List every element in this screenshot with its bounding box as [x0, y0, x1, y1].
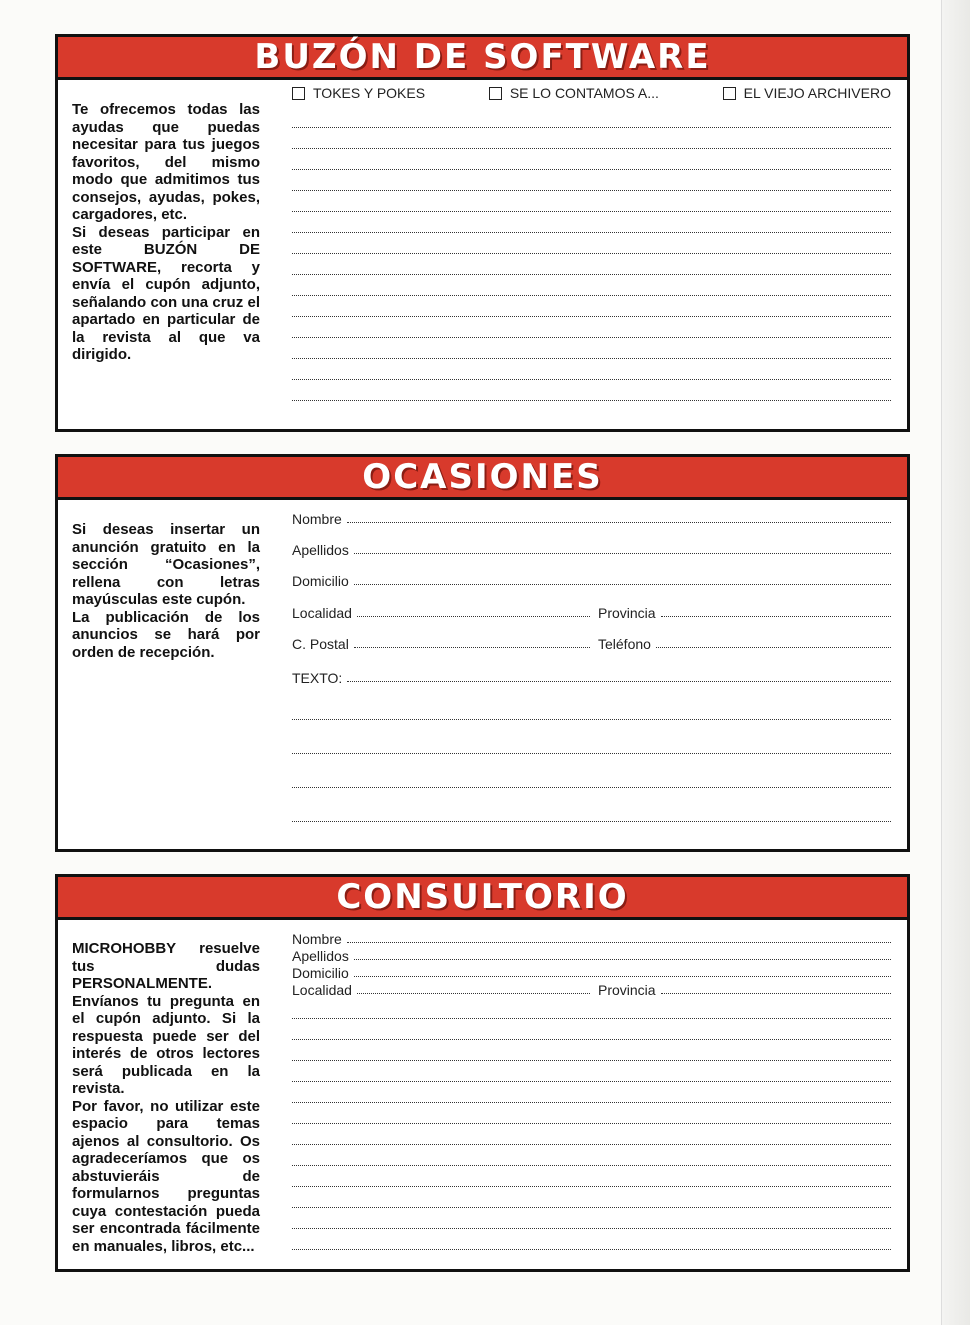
checkbox-icon[interactable] [292, 87, 305, 100]
domicilio-input[interactable] [354, 584, 891, 585]
write-line[interactable] [292, 148, 891, 149]
nombre-field[interactable] [292, 507, 891, 527]
texto-input[interactable] [347, 681, 891, 682]
write-line[interactable] [292, 358, 891, 359]
provincia-field[interactable] [598, 601, 891, 621]
postal-label: C. Postal [292, 636, 349, 652]
apellidos-input[interactable] [354, 553, 891, 554]
write-line[interactable] [292, 211, 891, 212]
nombre-label: Nombre [292, 511, 342, 527]
option-label: EL VIEJO ARCHIVERO [743, 85, 891, 101]
write-line[interactable] [292, 1102, 891, 1103]
write-line[interactable] [292, 1165, 891, 1166]
apellidos-label: Apellidos [292, 948, 349, 964]
write-line[interactable] [292, 1228, 891, 1229]
write-line[interactable] [292, 719, 891, 720]
checkbox-icon[interactable] [489, 87, 502, 100]
apellidos-label: Apellidos [292, 542, 349, 558]
write-line[interactable] [292, 253, 891, 254]
write-line[interactable] [292, 1039, 891, 1040]
write-line[interactable] [292, 1207, 891, 1208]
consultorio-description [72, 940, 260, 1255]
consultorio-localidad-field[interactable] [292, 980, 590, 998]
domicilio-input[interactable] [354, 976, 891, 977]
consultorio-panel [55, 874, 910, 1272]
consultorio-form [292, 929, 891, 1259]
buzon-text-1: Te ofrecemos todas las ayudas que puedas necesitar para tus juegos favoritos, del mismo modo que admitimos tus consejos, ayudas, pokes, cargadores, etc. [72, 101, 260, 223]
apellidos-field[interactable] [292, 538, 891, 558]
write-line[interactable] [292, 787, 891, 788]
consultorio-text-1: MICROHOBBY resuelve tus dudas PERSONALMENTE. Envíanos tu pregunta en el cupón adjunto. Si la respuesta puede ser del interés de otros lectores será publicada en la revista. [72, 940, 260, 1097]
write-line[interactable] [292, 1249, 891, 1250]
ocasiones-text-1: Si deseas insertar un anunción gratuito en la sección “Ocasiones”, rellena con letras mayúsculas este cupón. [72, 521, 260, 608]
option-se-lo-contamos[interactable] [489, 85, 659, 101]
domicilio-field[interactable] [292, 569, 891, 589]
buzon-options [292, 85, 891, 101]
write-line[interactable] [292, 400, 891, 401]
texto-label: TEXTO: [292, 670, 343, 686]
provincia-label: Provincia [598, 605, 656, 621]
apellidos-input[interactable] [354, 959, 891, 960]
write-line[interactable] [292, 232, 891, 233]
provincia-input[interactable] [661, 993, 891, 994]
postal-input[interactable] [354, 647, 590, 648]
consultorio-apellidos-field[interactable] [292, 946, 891, 964]
write-line[interactable] [292, 379, 891, 380]
nombre-input[interactable] [347, 522, 891, 523]
write-line[interactable] [292, 1060, 891, 1061]
ocasiones-text-2: La publicación de los anuncios se hará por orden de recepción. [72, 608, 260, 661]
write-line[interactable] [292, 1123, 891, 1124]
option-label: SE LO CONTAMOS A... [509, 85, 659, 101]
buzon-form [292, 85, 891, 419]
domicilio-label: Domicilio [292, 965, 349, 981]
option-label: TOKES Y POKES [313, 85, 426, 101]
consultorio-nombre-field[interactable] [292, 929, 891, 947]
localidad-label: Localidad [292, 982, 352, 998]
buzon-description [72, 101, 260, 364]
option-tokes-y-pokes[interactable] [292, 85, 425, 101]
option-el-viejo-archivero[interactable] [723, 85, 891, 101]
consultorio-text-2: Por favor, no utilizar este espacio para temas ajenos al consultorio. Os agradeceríamos que os abstuvieráis de formularnos preguntas cuya contestación pueda ser encontrada fácilmente en manuales, libros, etc... [72, 1097, 260, 1255]
write-line[interactable] [292, 190, 891, 191]
write-line[interactable] [292, 1018, 891, 1019]
localidad-input[interactable] [357, 993, 590, 994]
nombre-label: Nombre [292, 931, 342, 947]
nombre-input[interactable] [347, 942, 891, 943]
write-line[interactable] [292, 337, 891, 338]
write-line[interactable] [292, 169, 891, 170]
write-line[interactable] [292, 127, 891, 128]
write-line[interactable] [292, 1081, 891, 1082]
write-line[interactable] [292, 821, 891, 822]
localidad-input[interactable] [357, 616, 590, 617]
texto-field[interactable] [292, 666, 891, 686]
telefono-field[interactable] [598, 632, 891, 652]
consultorio-provincia-field[interactable] [598, 980, 891, 998]
telefono-label: Teléfono [598, 636, 651, 652]
ocasiones-panel [55, 454, 910, 852]
buzon-panel [55, 34, 910, 432]
ocasiones-title: OCASIONES [58, 457, 907, 500]
postal-field[interactable] [292, 632, 590, 652]
write-line[interactable] [292, 1144, 891, 1145]
write-line[interactable] [292, 295, 891, 296]
page-edge [941, 0, 970, 1325]
telefono-input[interactable] [656, 647, 891, 648]
ocasiones-description [72, 521, 260, 661]
write-line[interactable] [292, 753, 891, 754]
domicilio-label: Domicilio [292, 573, 349, 589]
localidad-field[interactable] [292, 601, 590, 621]
buzon-title: BUZÓN DE SOFTWARE [58, 37, 907, 80]
write-line[interactable] [292, 274, 891, 275]
write-line[interactable] [292, 316, 891, 317]
ocasiones-form [292, 507, 891, 837]
buzon-text-2: Si deseas participar en este BUZÓN DE SOFTWARE, recorta y envía el cupón adjunto, señalando con una cruz el apartado en particular de la revista al que va dirigido. [72, 223, 260, 363]
checkbox-icon[interactable] [723, 87, 736, 100]
localidad-label: Localidad [292, 605, 352, 621]
provincia-label: Provincia [598, 982, 656, 998]
consultorio-domicilio-field[interactable] [292, 963, 891, 981]
provincia-input[interactable] [661, 616, 891, 617]
write-line[interactable] [292, 1186, 891, 1187]
consultorio-title: CONSULTORIO [58, 877, 907, 920]
